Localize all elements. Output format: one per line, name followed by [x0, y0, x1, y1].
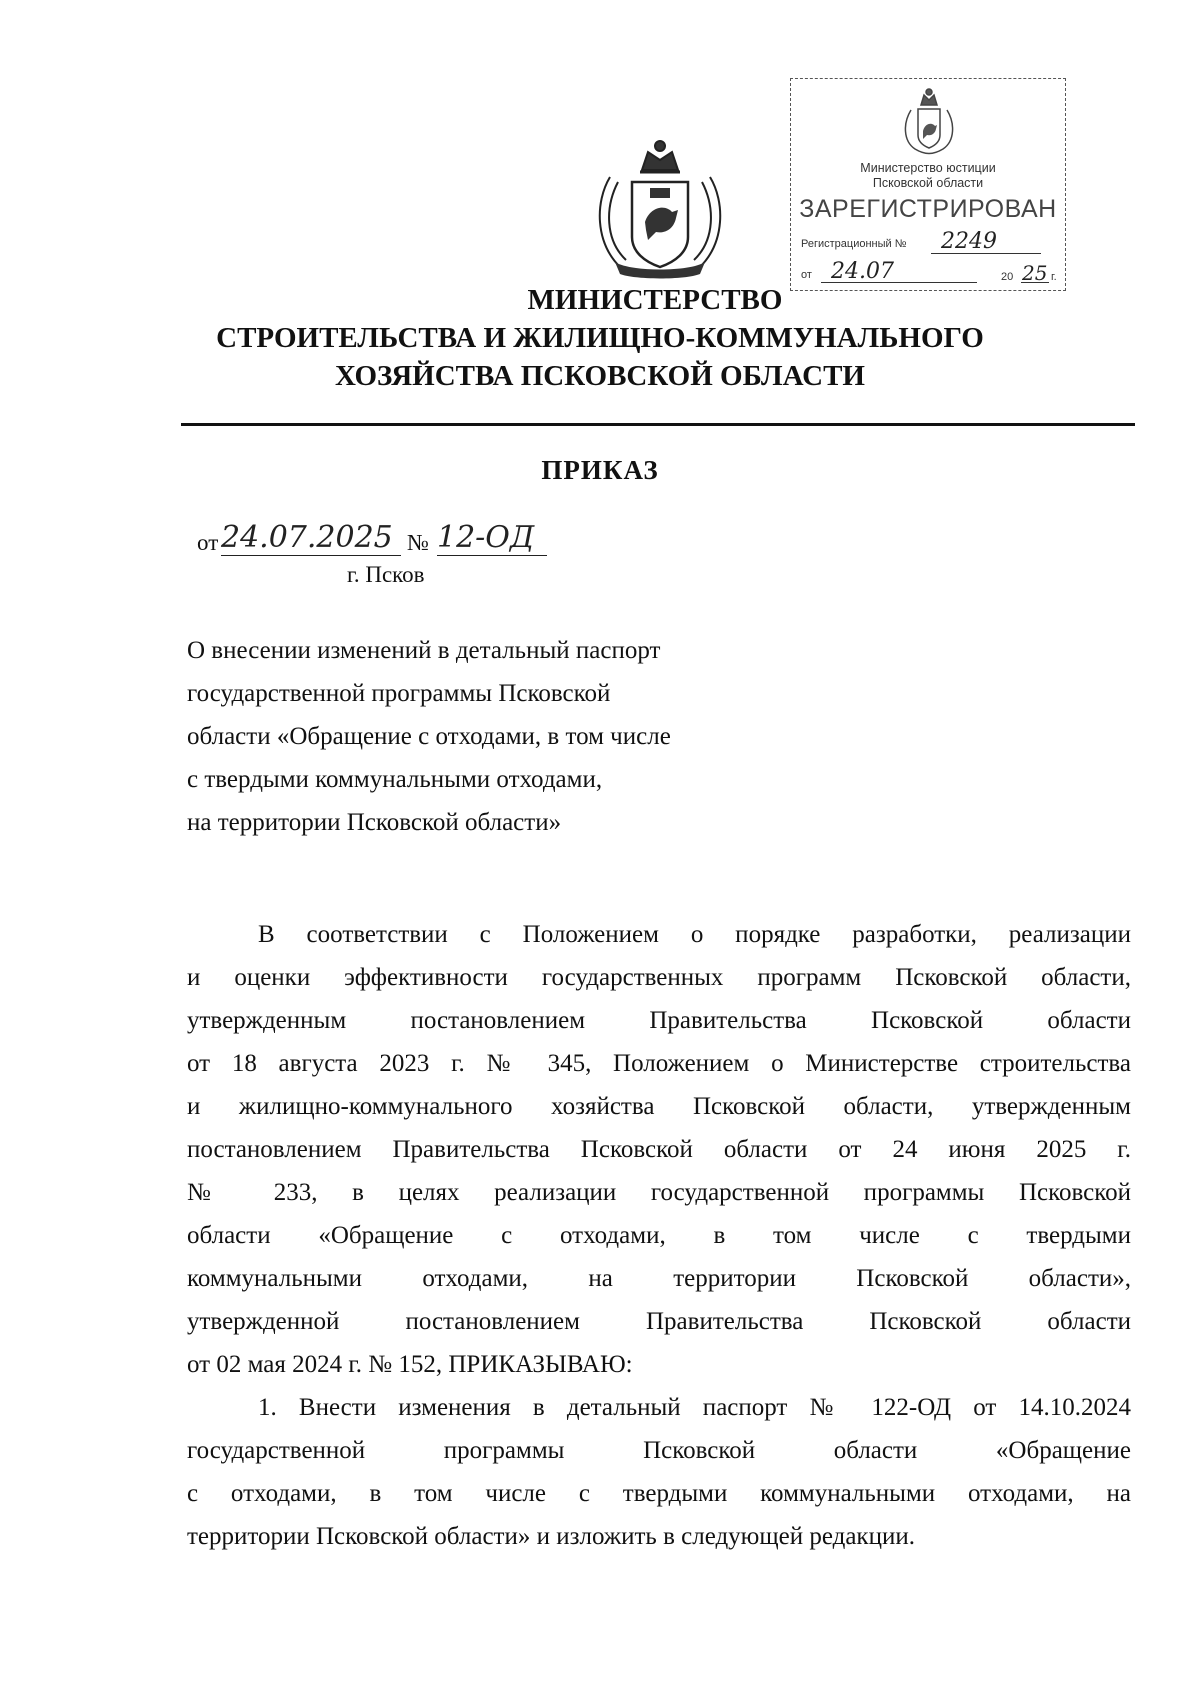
stamp-year-suffix: г.: [1051, 271, 1057, 283]
order-city: г. Псков: [347, 562, 425, 587]
coat-of-arms-emblem: [590, 122, 730, 282]
body-line: государственной программы Псковской области «Обращение: [187, 1437, 1131, 1464]
order-number-value: 12-ОД: [437, 520, 547, 556]
stamp-status: ЗАРЕГИСТРИРОВАН: [799, 195, 1057, 223]
body-line: с отходами, в том числе с твердыми коммунальными отходами, на: [187, 1480, 1131, 1507]
stamp-ministry-line: Министерство юстиции: [860, 161, 996, 175]
stamp-emblem-icon: [901, 85, 957, 155]
subject-line: государственной программы Псковской: [187, 680, 611, 707]
body-line: от 18 августа 2023 г. № 345, Положением о Министерстве строительства: [187, 1050, 1131, 1077]
organization-line-2: СТРОИТЕЛЬСТВА И ЖИЛИЩНО-КОММУНАЛЬНОГО: [216, 322, 984, 354]
registration-stamp: [790, 78, 1066, 291]
body-line: утвержденным постановлением Правительства Псковской области: [187, 1007, 1131, 1034]
stamp-date-prefix: от: [801, 269, 812, 281]
order-number-label: №: [407, 530, 429, 555]
header-divider: [181, 423, 1135, 426]
body-line: территории Псковской области» и изложить в следующей редакции.: [187, 1523, 915, 1550]
subject-line: О внесении изменений в детальный паспорт: [187, 637, 661, 664]
stamp-region-line: Псковской области: [872, 176, 984, 190]
stamp-date-value: 24.07: [831, 259, 894, 284]
subject-line: с твердыми коммунальными отходами,: [187, 766, 603, 793]
organization-line-1: МИНИСТЕРСТВО: [527, 284, 783, 316]
body-line: и жилищно-коммунального хозяйства Псковской области, утвержденным: [187, 1093, 1131, 1120]
document-type-title: ПРИКАЗ: [541, 455, 659, 485]
stamp-reg-label: Регистрационный №: [801, 238, 907, 250]
body-line: 1. Внести изменения в детальный паспорт № 122-ОД от 14.10.2024: [258, 1394, 1131, 1421]
subject-line: области «Обращение с отходами, в том числе: [187, 723, 671, 750]
stamp-reg-number: 2249: [941, 229, 997, 254]
body-line: коммунальными отходами, на территории Псковской области»,: [187, 1265, 1131, 1292]
order-date-prefix: от: [197, 530, 219, 555]
stamp-year-prefix: 20: [1001, 271, 1014, 283]
organization-line-3: ХОЗЯЙСТВА ПСКОВСКОЙ ОБЛАСТИ: [334, 360, 865, 392]
subject-line: на территории Псковской области»: [187, 809, 562, 836]
body-line: № 233, в целях реализации государственной программы Псковской: [187, 1179, 1131, 1206]
body-line: области «Обращение с отходами, в том числе с твердыми: [187, 1222, 1131, 1249]
order-date-value: 24.07.2025: [221, 520, 401, 556]
body-line: постановлением Правительства Псковской области от 24 июня 2025 г.: [187, 1136, 1131, 1163]
body-line: и оценки эффективности государственных программ Псковской области,: [187, 964, 1131, 991]
body-line: от 02 мая 2024 г. № 152, ПРИКАЗЫВАЮ:: [187, 1351, 633, 1378]
body-line: утвержденной постановлением Правительства Псковской области: [187, 1308, 1131, 1335]
body-line: В соответствии с Положением о порядке разработки, реализации: [258, 921, 1131, 948]
stamp-year-value: 25: [1022, 261, 1048, 285]
